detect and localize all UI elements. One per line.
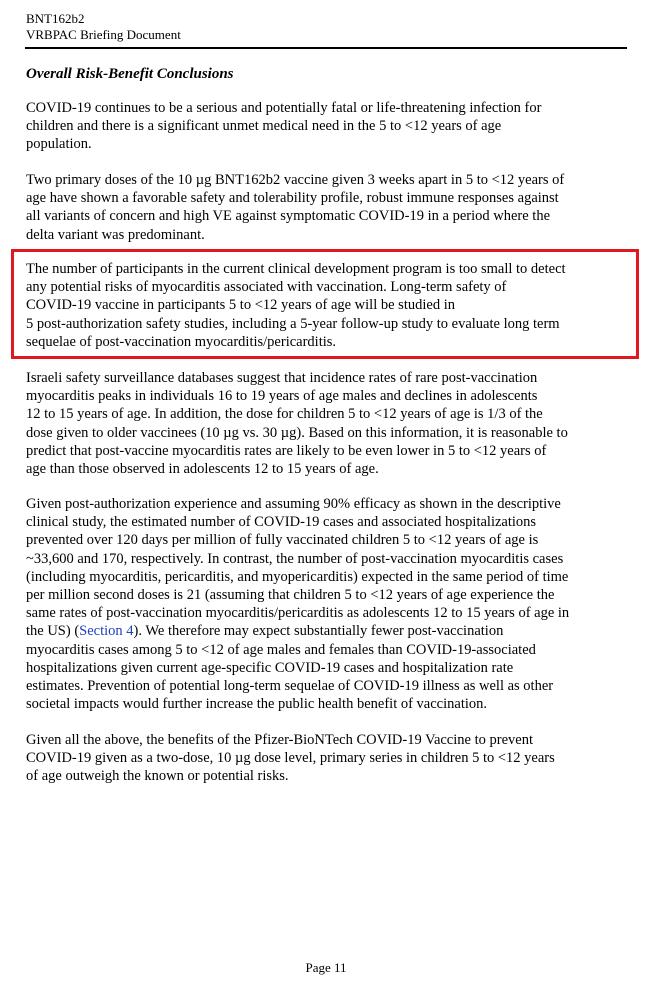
text-line: all variants of concern and high VE against symptomatic COVID-19 in a period where the (26, 208, 551, 225)
text-segment: ). We therefore may expect substantially fewer post-vaccination (133, 623, 504, 640)
text-line: delta variant was predominant. (26, 226, 205, 243)
header-document-title: VRBPAC Briefing Document (26, 27, 181, 42)
text-line: age than those observed in adolescents 12 to 15 years of age. (26, 461, 379, 478)
text-line: (including myocarditis, pericarditis, and myopericarditis) expected in the same period of time (26, 568, 569, 585)
page-number: Page 11 (305, 960, 347, 975)
text-line: societal impacts would further increase the public health benefit of vaccination. (26, 696, 488, 713)
text-line: population. (26, 136, 92, 153)
text-line: COVID-19 given as a two-dose, 10 µg dose level, primary series in children 5 to <12 years (26, 750, 555, 767)
paragraph-post-authorization (26, 495, 628, 713)
paragraph-myocarditis-risk (26, 260, 628, 351)
text-line: COVID-19 continues to be a serious and potentially fatal or life-threatening infection for (26, 100, 542, 116)
text-line: Given all the above, the benefits of the Pfizer-BioNTech COVID-19 Vaccine to prevent (26, 732, 533, 748)
section-title: Overall Risk-Benefit Conclusions (26, 66, 234, 82)
text-line: per million second doses is 21 (assuming that children 5 to <12 years of age experience the (26, 587, 555, 604)
paragraph-israeli-surveillance (26, 369, 628, 478)
text-line: 12 to 15 years of age. In addition, the dose for children 5 to <12 years of age is 1/3 of the (26, 406, 543, 423)
text-line: myocarditis cases among 5 to <12 of age males and females than COVID-19-associated (26, 641, 536, 658)
text-segment: the US) ( (26, 623, 80, 640)
text-line: predict that post-vaccine myocarditis rates are likely to be even lower in 5 to <12 years of (26, 442, 547, 459)
text-line (26, 622, 628, 640)
text-line: dose given to older vaccinees (10 µg vs. 30 µg). Based on this information, it is reasonable to (26, 424, 568, 441)
text-line: Israeli safety surveillance databases suggest that incidence rates of rare post-vaccination (26, 370, 538, 386)
text-line: sequelae of post-vaccination myocarditis/pericarditis. (26, 333, 337, 350)
document-header (26, 11, 626, 43)
text-line: prevented over 120 days per million of fully vaccinated children 5 to <12 years of age is (26, 532, 539, 549)
text-line: 5 post-authorization safety studies, including a 5-year follow-up study to evaluate long term (26, 315, 560, 332)
text-line: age have shown a favorable safety and tolerability profile, robust immune responses against (26, 190, 559, 207)
text-line: clinical study, the estimated number of COVID-19 cases and associated hospitalizations (26, 514, 537, 531)
text-line: ~33,600 and 170, respectively. In contrast, the number of post-vaccination myocarditis cases (26, 550, 564, 567)
text-line: estimates. Prevention of potential long-term sequelae of COVID-19 illness as well as other (26, 678, 554, 695)
text-line: same rates of post-vaccination myocarditis/pericarditis as adolescents 12 to 15 years of age in (26, 605, 570, 622)
paragraph-conclusion (26, 731, 628, 786)
text-line: COVID-19 vaccine in participants 5 to <12 years of age will be studied in (26, 297, 455, 314)
paragraph-safety-profile (26, 171, 628, 244)
text-line: The number of participants in the current clinical development program is too small to detect (26, 261, 566, 277)
paragraph-covid-severity (26, 99, 628, 154)
text-line: hospitalizations given current age-specific COVID-19 cases and hospitalization rate (26, 659, 514, 676)
text-line: of age outweigh the known or potential risks. (26, 768, 289, 785)
text-line: children and there is a significant unmet medical need in the 5 to <12 years of age (26, 118, 502, 135)
text-line: Two primary doses of the 10 µg BNT162b2 vaccine given 3 weeks apart in 5 to <12 years of (26, 172, 565, 188)
header-divider (25, 47, 627, 49)
text-line: any potential risks of myocarditis associated with vaccination. Long-term safety of (26, 279, 507, 296)
text-line: myocarditis peaks in individuals 16 to 19 years of age males and declines in adolescents (26, 388, 538, 405)
text-line: Given post-authorization experience and assuming 90% efficacy as shown in the descriptive (26, 496, 561, 512)
section-4-link[interactable]: Section 4 (79, 623, 134, 640)
header-product: BNT162b2 (26, 11, 85, 26)
